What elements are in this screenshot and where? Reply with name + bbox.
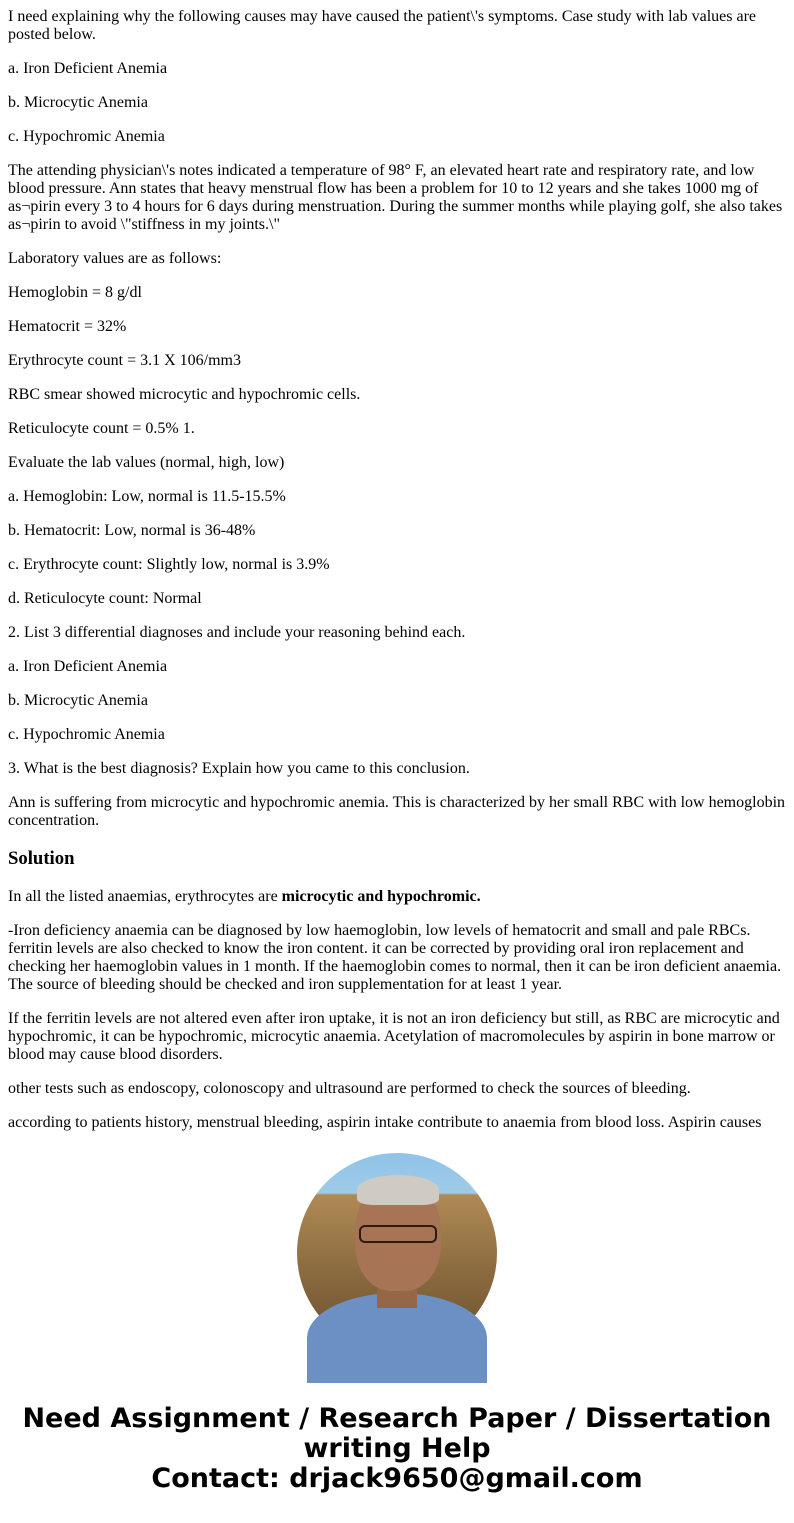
evaluation-item: a. Hemoglobin: Low, normal is 11.5-15.5% [8,488,286,505]
solution-paragraph: other tests such as endoscopy, colonoscopy and ultrasound are performed to check the sources of bleeding. [8,1080,691,1097]
author-photo [297,1153,497,1353]
differential-item: a. Iron Deficient Anemia [8,658,168,675]
lab-value: Hematocrit = 32% [8,318,127,335]
lab-value: RBC smear showed microcytic and hypochromic cells. [8,386,361,403]
cause-item: b. Microcytic Anemia [8,94,148,111]
solution-paragraph: If the ferritin levels are not altered even after iron uptake, it is not an iron deficiency but still, as RBC are microcytic and hypochromic, it can be hypochromic, microcytic anaemia. Acetylation of macromolecules by aspirin in bone marrow or blood may cause blood disorders. [8,1010,780,1063]
evaluation-item: b. Hematocrit: Low, normal is 36-48% [8,522,256,539]
solution-paragraph: according to patients history, menstrual bleeding, aspirin intake contribute to anaemia from blood loss. Aspirin causes [8,1114,762,1131]
solution-p1-bold: microcytic and hypochromic. [281,888,481,905]
footer-line-1: Need Assignment / Research Paper / Dissertation writing Help [22,1403,772,1464]
lab-value: Reticulocyte count = 0.5% 1. [8,420,195,437]
lab-value: Erythrocyte count = 3.1 X 106/mm3 [8,352,241,369]
evaluate-heading: Evaluate the lab values (normal, high, low) [8,454,285,471]
cause-item: c. Hypochromic Anemia [8,128,165,145]
case-description: The attending physician\'s notes indicated a temperature of 98° F, an elevated heart rate and respiratory rate, and low blood pressure. Ann states that heavy menstrual flow has been a problem for 10 to 12 years and she takes 1000 mg of as¬pirin every 3 to 4 hours for 6 days during menstruation. During the summer months while playing golf, she also takes as¬pirin to avoid \"stiffness in my joints.\" [8,162,783,233]
differential-item: c. Hypochromic Anemia [8,726,165,743]
lab-value: Hemoglobin = 8 g/dl [8,284,142,301]
footer-banner [0,1404,794,1494]
photo-hair [357,1175,439,1205]
lab-heading: Laboratory values are as follows: [8,250,222,267]
cause-item: a. Iron Deficient Anemia [8,60,168,77]
solution-paragraph: -Iron deficiency anaemia can be diagnosed by low haemoglobin, low levels of hematocrit and small and pale RBCs. ferritin levels are also checked to know the iron content. it can be corrected by providing oral iron replacement and checking her haemoglobin values in 1 month. If the haemoglobin comes to normal, then it can be iron deficient anaemia. The source of bleeding should be checked and iron supplementation for at least 1 year. [8,922,782,993]
solution-paragraph [8,888,786,906]
question-2: 2. List 3 differential diagnoses and include your reasoning behind each. [8,624,466,641]
solution-p1-text: In all the listed anaemias, erythrocytes are [8,888,282,905]
question-3: 3. What is the best diagnosis? Explain how you came to this conclusion. [8,760,470,777]
document-content [8,0,786,1131]
question-intro: I need explaining why the following causes may have caused the patient\'s symptoms. Case study with lab values are posted below. [8,8,757,43]
evaluation-item: d. Reticulocyte count: Normal [8,590,202,607]
solution-heading: Solution [8,848,75,869]
footer-contact: Contact: drjack9650@gmail.com [151,1463,643,1494]
photo-glasses [359,1225,437,1243]
evaluation-item: c. Erythrocyte count: Slightly low, normal is 3.9% [8,556,330,573]
differential-item: b. Microcytic Anemia [8,692,148,709]
question-3-answer: Ann is suffering from microcytic and hypochromic anemia. This is characterized by her small RBC with low hemoglobin concentration. [8,794,786,829]
